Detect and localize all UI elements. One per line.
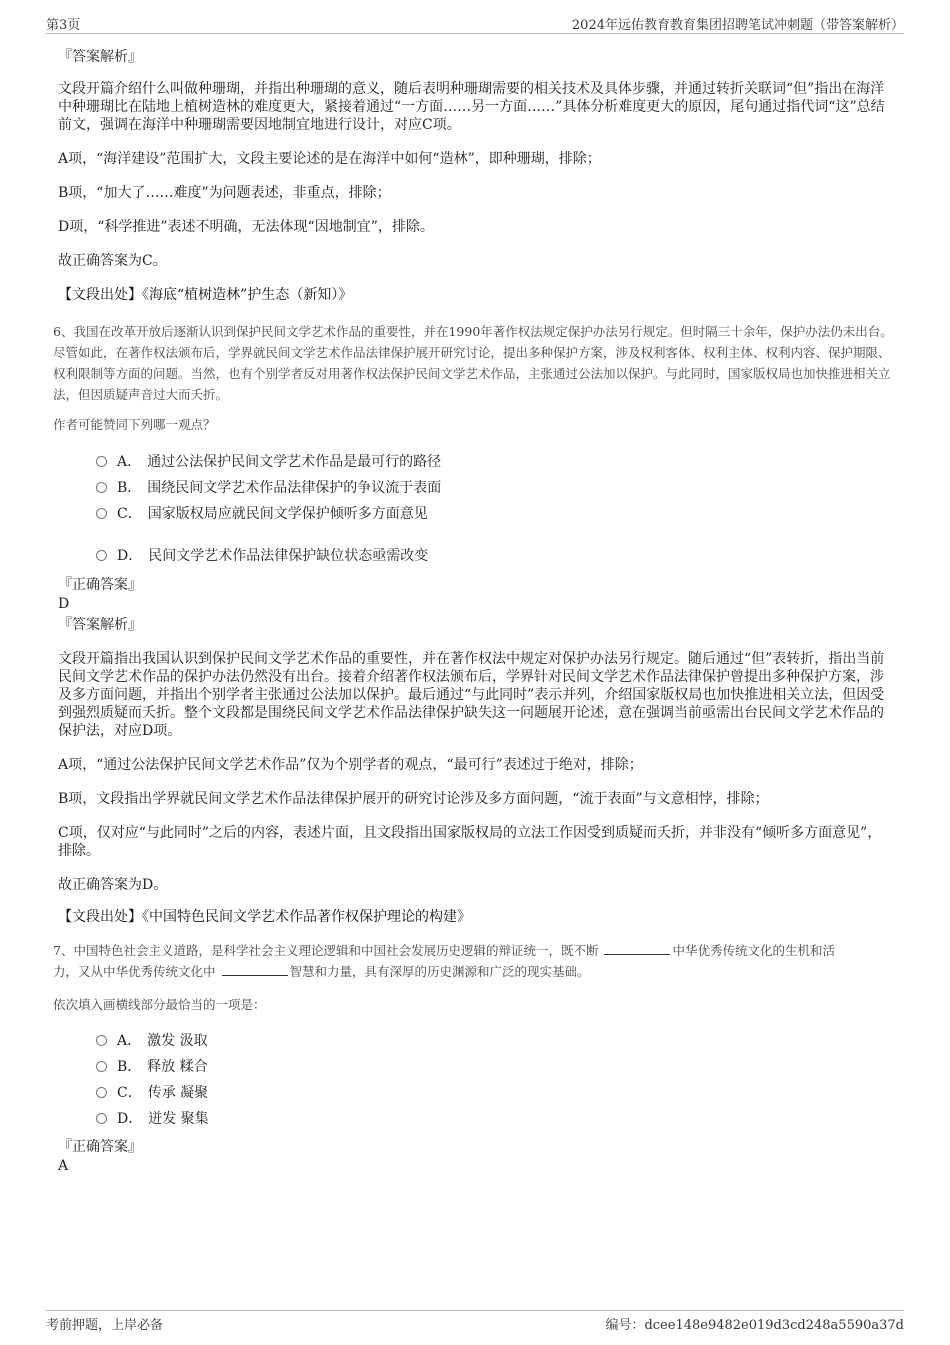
- answer-label: 『正确答案』: [58, 577, 142, 593]
- radio-icon[interactable]: [96, 1113, 107, 1124]
- answer-value: D: [58, 596, 70, 612]
- page-number: 第3页: [46, 18, 81, 33]
- question-7-stem: 7、中国特色社会主义道路，是科学社会主义理论逻辑和中国社会发展历史逻辑的辩证统一，既不断 中华优秀传统文化的生机和活 力，又从中华优秀传统文化中 智慧和力量，具有深厚的历史渊源和广泛的现实基础。: [53, 943, 835, 979]
- radio-icon[interactable]: [96, 456, 107, 467]
- analysis-text: 文段开篇指出我国认识到保护民间文学艺术作品的重要性，并在著作权法中规定对保护办法另行规定。随后通过“但”表转折，指出当前民间文学艺术作品的保护办法仍然没有出台。接着介绍著作权法颁布后，学界针对民间文学艺术作品法律保护曾提出多种保护方案，涉及多方面问题，并指出个别学者主张通过公法加以保护。最后通过“与此同时”表示并列，介绍国家版权局也加快推进相关立法，但因受到强烈质疑而夭折。整个文段都是围绕民间文学艺术作品法律保护缺失这一问题展开论述，意在强调当前亟需出台民间文学艺术作品的保护法，对应D项。: [58, 651, 885, 739]
- question-6-option-d[interactable]: D． 民间文学艺术作品法律保护缺位状态亟需改变: [96, 546, 428, 566]
- radio-icon[interactable]: [96, 508, 107, 519]
- document-id: 编号：dcee148e9482e019d3cd248a5590a37d: [605, 1318, 904, 1333]
- source: 【文段出处】《中国特色民间文学艺术作品著作权保护理论的构建》: [58, 909, 471, 925]
- question-7-option-b[interactable]: B． 释放 糅合: [96, 1057, 208, 1077]
- answer-label: 『正确答案』: [58, 1139, 142, 1155]
- question-7-option-a[interactable]: A． 激发 汲取: [96, 1031, 208, 1051]
- document-title: 2024年远佑教育教育集团招聘笔试冲刺题（带答案解析）: [571, 18, 904, 33]
- radio-icon[interactable]: [96, 550, 107, 561]
- conclusion: 故正确答案为C。: [58, 253, 167, 269]
- header-divider: [46, 33, 904, 34]
- answer-value: A: [58, 1158, 69, 1174]
- analysis-option-b: B项，文段指出学界就民间文学艺术作品法律保护展开的研究讨论涉及多方面问题，“流于表面”与文意相悖，排除；: [58, 791, 769, 807]
- footer-divider: [46, 1310, 904, 1311]
- question-7-prompt: 依次填入画横线部分最恰当的一项是：: [53, 997, 266, 1012]
- analysis-option-d: D项，“科学推进”表述不明确，无法体现“因地制宜”，排除。: [58, 219, 434, 235]
- question-6-option-a[interactable]: A． 通过公法保护民间文学艺术作品是最可行的路径: [96, 452, 441, 472]
- radio-icon[interactable]: [96, 1061, 107, 1072]
- radio-icon[interactable]: [96, 1087, 107, 1098]
- analysis-option-a: A项，“通过公法保护民间文学艺术作品”仅为个别学者的观点，“最可行”表述过于绝对，排除；: [58, 757, 643, 773]
- radio-icon[interactable]: [96, 1035, 107, 1046]
- analysis-label: 『答案解析』: [58, 617, 142, 633]
- analysis-option-a: A项，“海洋建设”范围扩大，文段主要论述的是在海洋中如何“造林”，即种珊瑚，排除；: [58, 151, 601, 167]
- analysis-label: 『答案解析』: [58, 49, 142, 65]
- conclusion: 故正确答案为D。: [58, 877, 168, 893]
- question-6-prompt: 作者可能赞同下列哪一观点？: [53, 417, 216, 432]
- fill-blank-1[interactable]: [604, 943, 670, 955]
- footer-slogan: 考前押题，上岸必备: [46, 1318, 164, 1333]
- radio-icon[interactable]: [96, 482, 107, 493]
- analysis-text: 文段开篇介绍什么叫做种珊瑚，并指出种珊瑚的意义，随后表明种珊瑚需要的相关技术及具体步骤，并通过转折关联词“但”指出在海洋中种珊瑚比在陆地上植树造林的难度更大，紧接着通过“一方面……另一方面……”具体分析难度更大的原因，尾句通过指代词“这”总结前文，强调在海洋中种珊瑚需要因地制宜地进行设计，对应C项。: [58, 81, 885, 133]
- question-6-stem: 6、我国在改革开放后逐渐认识到保护民间文学艺术作品的重要性，并在1990年著作权法规定保护办法另行规定。但时隔三十余年，保护办法仍未出台。尽管如此，在著作权法颁布后，学界就民间文学艺术作品法律保护展开研究讨论，提出多种保护方案，涉及权利客体、权利主体、权利内容、保护期限、权利限制等方面的问题。当然，也有个别学者反对用著作权法保护民间文学艺术作品，主张通过公法加以保护。与此同时，国家版权局也加快推进相关立法，但因质疑声音过大而夭折。: [53, 324, 893, 402]
- analysis-option-c: C项，仅对应“与此同时”之后的内容，表述片面，且文段指出国家版权局的立法工作因受到质疑而夭折，并非没有“倾听多方面意见”，排除。: [58, 825, 882, 859]
- source: 【文段出处】《海底“植树造林”护生态（新知）》: [58, 287, 353, 303]
- question-6-option-c[interactable]: C． 国家版权局应就民间文学保护倾听多方面意见: [96, 504, 428, 524]
- page-header: [46, 12, 904, 32]
- question-7-option-d[interactable]: D． 迸发 聚集: [96, 1109, 209, 1129]
- fill-blank-2[interactable]: [222, 964, 288, 976]
- question-7-option-c[interactable]: C． 传承 凝聚: [96, 1083, 208, 1103]
- question-6-option-b[interactable]: B． 围绕民间文学艺术作品法律保护的争议流于表面: [96, 478, 441, 498]
- analysis-option-b: B项，“加大了……难度”为问题表述，非重点，排除；: [58, 185, 391, 201]
